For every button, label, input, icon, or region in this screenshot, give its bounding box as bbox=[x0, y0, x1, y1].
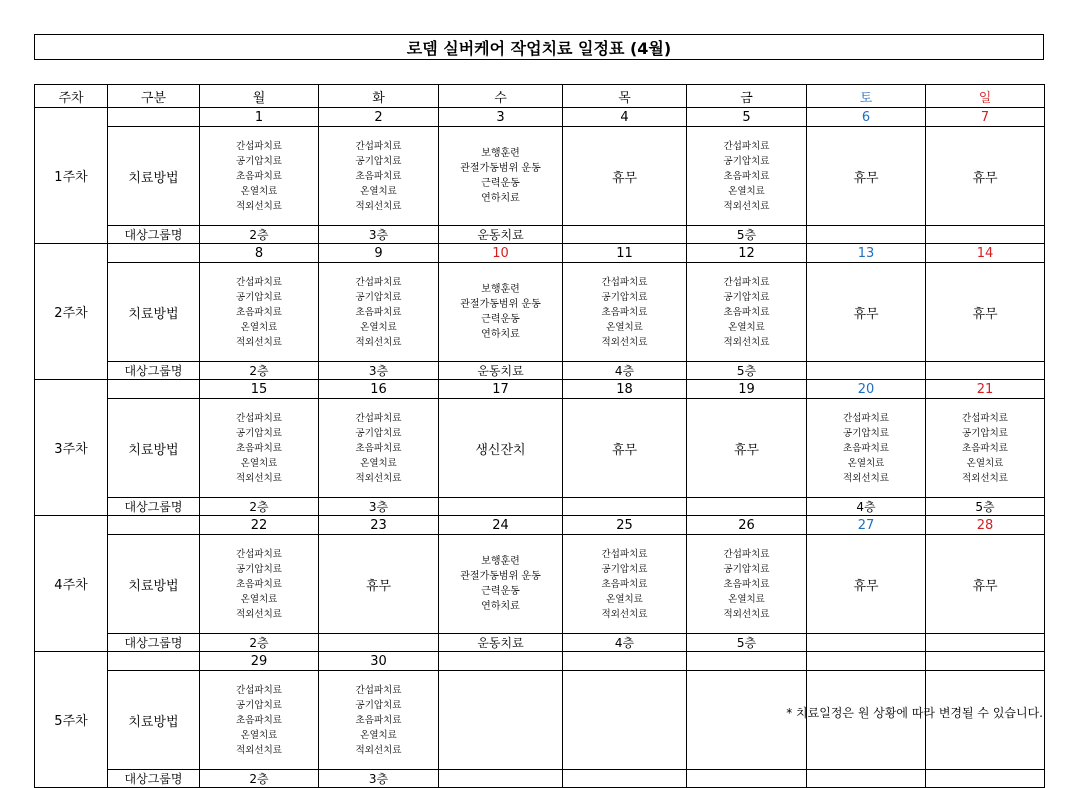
therapy-list-standard bbox=[319, 275, 438, 350]
therapy-item: 초음파치료 bbox=[355, 170, 402, 182]
date-cell-wed: 10 bbox=[439, 244, 563, 263]
closed-text: 휴무 bbox=[853, 578, 879, 594]
date-cell-mon: 8 bbox=[200, 244, 319, 263]
week-date-row bbox=[35, 652, 1045, 671]
group-cell-sat bbox=[807, 362, 926, 380]
therapy-item: 간섭파치료 bbox=[723, 276, 770, 288]
therapy-item: 초음파치료 bbox=[723, 170, 770, 182]
date-cell-sat: 27 bbox=[807, 516, 926, 535]
therapy-list-standard bbox=[200, 683, 318, 758]
header-day-mon: 월 bbox=[200, 85, 319, 108]
method-cell-mon bbox=[200, 535, 319, 634]
category-blank-cell bbox=[108, 244, 200, 263]
closed-text: 휴무 bbox=[853, 306, 879, 322]
therapy-item: 간섭파치료 bbox=[236, 684, 282, 696]
therapy-item: 간섭파치료 bbox=[601, 276, 648, 288]
group-label: 대상그룹명 bbox=[108, 498, 200, 516]
therapy-item: 공기압치료 bbox=[236, 291, 282, 303]
method-cell-thu bbox=[563, 399, 687, 498]
header-day-tue: 화 bbox=[319, 85, 439, 108]
therapy-item: 간섭파치료 bbox=[843, 412, 889, 424]
group-cell-wed: 운동치료 bbox=[439, 226, 563, 244]
therapy-list-standard bbox=[563, 547, 686, 622]
week-method-row bbox=[35, 263, 1045, 362]
group-cell-wed: 운동치료 bbox=[439, 634, 563, 652]
therapy-item: 공기압치료 bbox=[236, 427, 282, 439]
therapy-item: 공기압치료 bbox=[236, 699, 282, 711]
date-cell-fri: 5 bbox=[687, 108, 807, 127]
method-cell-tue bbox=[319, 535, 439, 634]
closed-text: 휴무 bbox=[733, 442, 760, 458]
therapy-item: 공기압치료 bbox=[962, 427, 1008, 439]
date-cell-fri: 12 bbox=[687, 244, 807, 263]
therapy-item: 보행훈련 bbox=[481, 284, 520, 295]
date-cell-thu: 18 bbox=[563, 380, 687, 399]
group-cell-wed bbox=[439, 770, 563, 788]
header-row bbox=[35, 85, 1045, 108]
closed-text: 휴무 bbox=[972, 578, 998, 594]
therapy-item: 온열치료 bbox=[606, 321, 643, 333]
group-label: 대상그룹명 bbox=[108, 362, 200, 380]
method-cell-sat bbox=[807, 535, 926, 634]
header-day-thu: 목 bbox=[563, 85, 687, 108]
therapy-item: 온열치료 bbox=[966, 457, 1004, 469]
header-day-fri: 금 bbox=[687, 85, 807, 108]
week-label: 1주차 bbox=[35, 108, 108, 244]
date-cell-sun: 21 bbox=[926, 380, 1045, 399]
method-cell-sat bbox=[807, 127, 926, 226]
closed-text: 휴무 bbox=[611, 442, 638, 458]
therapy-item: 초음파치료 bbox=[843, 442, 889, 454]
therapy-item: 공기압치료 bbox=[236, 155, 282, 167]
header-week: 주차 bbox=[35, 85, 108, 108]
therapy-list-standard bbox=[319, 139, 438, 214]
therapy-item: 적외선치료 bbox=[723, 336, 770, 348]
method-cell-thu bbox=[563, 263, 687, 362]
therapy-item: 간섭파치료 bbox=[355, 684, 402, 696]
therapy-list-standard bbox=[200, 547, 318, 622]
therapy-item: 간섭파치료 bbox=[236, 140, 282, 152]
date-cell-sun: 28 bbox=[926, 516, 1045, 535]
therapy-list-exercise bbox=[439, 282, 562, 342]
therapy-item: 초음파치료 bbox=[355, 306, 402, 318]
method-cell-thu bbox=[563, 671, 687, 770]
group-cell-mon: 2층 bbox=[200, 362, 319, 380]
therapy-item: 적외선치료 bbox=[601, 608, 648, 620]
page-title: 로뎀 실버케어 작업치료 일정표 (4월) bbox=[34, 34, 1044, 60]
date-cell-sat: 13 bbox=[807, 244, 926, 263]
therapy-item: 적외선치료 bbox=[236, 472, 282, 484]
date-cell-wed: 17 bbox=[439, 380, 563, 399]
week-group-row bbox=[35, 498, 1045, 516]
therapy-item: 적외선치료 bbox=[236, 608, 282, 620]
week-label: 4주차 bbox=[35, 516, 108, 652]
therapy-item: 공기압치료 bbox=[723, 563, 770, 575]
method-cell-sat bbox=[807, 263, 926, 362]
therapy-list-standard bbox=[200, 411, 318, 486]
date-cell-wed: 3 bbox=[439, 108, 563, 127]
date-cell-sun: 14 bbox=[926, 244, 1045, 263]
therapy-item: 적외선치료 bbox=[601, 336, 648, 348]
method-label: 치료방법 bbox=[108, 399, 200, 498]
group-cell-sat: 4층 bbox=[807, 498, 926, 516]
method-label: 치료방법 bbox=[108, 535, 200, 634]
method-cell-sat bbox=[807, 399, 926, 498]
closed-text: 휴무 bbox=[972, 170, 998, 186]
group-cell-sun bbox=[926, 226, 1045, 244]
date-cell-thu bbox=[563, 652, 687, 671]
date-cell-mon: 1 bbox=[200, 108, 319, 127]
therapy-list-standard bbox=[807, 411, 925, 486]
week-group-row bbox=[35, 634, 1045, 652]
week-group-row bbox=[35, 226, 1045, 244]
week-group-row bbox=[35, 770, 1045, 788]
therapy-item: 간섭파치료 bbox=[723, 548, 770, 560]
therapy-item: 온열치료 bbox=[360, 321, 397, 333]
method-cell-mon bbox=[200, 671, 319, 770]
therapy-item: 근력운동 bbox=[481, 178, 520, 189]
date-cell-wed: 24 bbox=[439, 516, 563, 535]
therapy-item: 온열치료 bbox=[240, 321, 278, 333]
group-cell-wed: 운동치료 bbox=[439, 362, 563, 380]
therapy-item: 관절가동범위 운동 bbox=[460, 163, 541, 174]
date-cell-wed bbox=[439, 652, 563, 671]
therapy-item: 적외선치료 bbox=[355, 472, 402, 484]
therapy-item: 적외선치료 bbox=[236, 200, 282, 212]
therapy-item: 적외선치료 bbox=[355, 336, 402, 348]
date-cell-tue: 30 bbox=[319, 652, 439, 671]
footnote: * 치료일정은 원 상황에 따라 변경될 수 있습니다. bbox=[786, 706, 1043, 720]
therapy-item: 초음파치료 bbox=[236, 306, 282, 318]
therapy-item: 공기압치료 bbox=[723, 291, 770, 303]
week-date-row bbox=[35, 108, 1045, 127]
method-cell-mon bbox=[200, 263, 319, 362]
group-cell-mon: 2층 bbox=[200, 770, 319, 788]
method-cell-mon bbox=[200, 399, 319, 498]
therapy-item: 온열치료 bbox=[360, 457, 397, 469]
method-cell-wed bbox=[439, 671, 563, 770]
method-cell-fri bbox=[687, 535, 807, 634]
method-cell-sun bbox=[926, 399, 1045, 498]
therapy-list-standard bbox=[319, 683, 438, 758]
week-method-row bbox=[35, 127, 1045, 226]
group-cell-thu bbox=[563, 770, 687, 788]
method-cell-fri bbox=[687, 399, 807, 498]
week-method-row bbox=[35, 399, 1045, 498]
closed-text: 휴무 bbox=[972, 306, 998, 322]
therapy-item: 간섭파치료 bbox=[962, 412, 1008, 424]
method-cell-tue bbox=[319, 127, 439, 226]
group-cell-sat bbox=[807, 634, 926, 652]
date-cell-tue: 9 bbox=[319, 244, 439, 263]
group-cell-fri bbox=[687, 770, 807, 788]
date-cell-fri: 26 bbox=[687, 516, 807, 535]
header-day-wed: 수 bbox=[439, 85, 563, 108]
therapy-item: 간섭파치료 bbox=[355, 140, 402, 152]
date-cell-sat: 6 bbox=[807, 108, 926, 127]
therapy-list-standard bbox=[200, 139, 318, 214]
therapy-list-standard bbox=[687, 547, 806, 622]
therapy-item: 간섭파치료 bbox=[355, 276, 402, 288]
date-cell-thu: 4 bbox=[563, 108, 687, 127]
group-cell-mon: 2층 bbox=[200, 498, 319, 516]
method-cell-sun bbox=[926, 127, 1045, 226]
therapy-item: 초음파치료 bbox=[355, 714, 402, 726]
group-cell-sat bbox=[807, 770, 926, 788]
therapy-item: 온열치료 bbox=[240, 185, 278, 197]
therapy-item: 온열치료 bbox=[240, 593, 278, 605]
therapy-item: 공기압치료 bbox=[723, 155, 770, 167]
closed-text: 휴무 bbox=[365, 578, 392, 594]
date-cell-mon: 15 bbox=[200, 380, 319, 399]
group-label: 대상그룹명 bbox=[108, 634, 200, 652]
date-cell-sat: 20 bbox=[807, 380, 926, 399]
group-cell-sat bbox=[807, 226, 926, 244]
date-cell-thu: 11 bbox=[563, 244, 687, 263]
group-cell-tue: 3층 bbox=[319, 226, 439, 244]
method-cell-thu bbox=[563, 535, 687, 634]
schedule-table bbox=[34, 84, 1045, 788]
method-cell-fri bbox=[687, 263, 807, 362]
therapy-item: 온열치료 bbox=[847, 457, 885, 469]
group-cell-sun: 5층 bbox=[926, 498, 1045, 516]
date-cell-tue: 23 bbox=[319, 516, 439, 535]
therapy-item: 연하치료 bbox=[481, 601, 520, 612]
therapy-item: 적외선치료 bbox=[723, 608, 770, 620]
therapy-item: 연하치료 bbox=[481, 193, 520, 204]
method-cell-mon bbox=[200, 127, 319, 226]
therapy-item: 관절가동범위 운동 bbox=[460, 299, 541, 310]
therapy-item: 적외선치료 bbox=[355, 200, 402, 212]
therapy-item: 온열치료 bbox=[728, 593, 765, 605]
therapy-item: 온열치료 bbox=[606, 593, 643, 605]
method-cell-wed bbox=[439, 535, 563, 634]
group-label: 대상그룹명 bbox=[108, 770, 200, 788]
therapy-item: 적외선치료 bbox=[843, 472, 889, 484]
therapy-item: 온열치료 bbox=[240, 457, 278, 469]
group-cell-sun bbox=[926, 634, 1045, 652]
therapy-item: 간섭파치료 bbox=[723, 140, 770, 152]
therapy-item: 근력운동 bbox=[481, 314, 520, 325]
therapy-item: 온열치료 bbox=[360, 185, 397, 197]
therapy-item: 초음파치료 bbox=[601, 306, 648, 318]
therapy-list-standard bbox=[563, 275, 686, 350]
therapy-item: 공기압치료 bbox=[236, 563, 282, 575]
method-cell-wed bbox=[439, 127, 563, 226]
date-cell-sun: 7 bbox=[926, 108, 1045, 127]
therapy-item: 초음파치료 bbox=[236, 714, 282, 726]
therapy-item: 적외선치료 bbox=[723, 200, 770, 212]
therapy-item: 초음파치료 bbox=[355, 442, 402, 454]
group-cell-tue: 3층 bbox=[319, 498, 439, 516]
week-label: 5주차 bbox=[35, 652, 108, 788]
therapy-item: 연하치료 bbox=[481, 329, 520, 340]
method-label: 치료방법 bbox=[108, 127, 200, 226]
therapy-item: 적외선치료 bbox=[355, 744, 402, 756]
group-cell-fri: 5층 bbox=[687, 226, 807, 244]
date-cell-tue: 2 bbox=[319, 108, 439, 127]
date-cell-fri: 19 bbox=[687, 380, 807, 399]
group-cell-thu: 4층 bbox=[563, 634, 687, 652]
therapy-item: 근력운동 bbox=[481, 586, 520, 597]
method-label: 치료방법 bbox=[108, 671, 200, 770]
therapy-list-standard bbox=[687, 275, 806, 350]
group-label: 대상그룹명 bbox=[108, 226, 200, 244]
method-cell-tue bbox=[319, 671, 439, 770]
therapy-item: 간섭파치료 bbox=[236, 276, 282, 288]
therapy-item: 공기압치료 bbox=[355, 699, 402, 711]
group-cell-sun bbox=[926, 362, 1045, 380]
therapy-item: 온열치료 bbox=[240, 729, 278, 741]
group-cell-tue: 3층 bbox=[319, 362, 439, 380]
therapy-item: 간섭파치료 bbox=[236, 548, 282, 560]
week-date-row bbox=[35, 244, 1045, 263]
group-cell-wed bbox=[439, 498, 563, 516]
therapy-item: 온열치료 bbox=[360, 729, 397, 741]
therapy-item: 적외선치료 bbox=[236, 336, 282, 348]
category-blank-cell bbox=[108, 652, 200, 671]
group-cell-mon: 2층 bbox=[200, 634, 319, 652]
closed-text: 휴무 bbox=[611, 170, 638, 186]
date-cell-mon: 22 bbox=[200, 516, 319, 535]
therapy-list-standard bbox=[687, 139, 806, 214]
date-cell-fri bbox=[687, 652, 807, 671]
method-cell-wed bbox=[439, 263, 563, 362]
method-cell-fri bbox=[687, 127, 807, 226]
week-label: 3주차 bbox=[35, 380, 108, 516]
method-cell-tue bbox=[319, 263, 439, 362]
group-cell-fri: 5층 bbox=[687, 362, 807, 380]
week-label: 2주차 bbox=[35, 244, 108, 380]
therapy-item: 공기압치료 bbox=[843, 427, 889, 439]
therapy-item: 초음파치료 bbox=[723, 578, 770, 590]
therapy-item: 보행훈련 bbox=[481, 148, 520, 159]
therapy-item: 공기압치료 bbox=[355, 291, 402, 303]
group-cell-thu bbox=[563, 498, 687, 516]
week-group-row bbox=[35, 362, 1045, 380]
therapy-list-exercise bbox=[439, 146, 562, 206]
therapy-item: 간섭파치료 bbox=[601, 548, 648, 560]
therapy-item: 적외선치료 bbox=[236, 744, 282, 756]
date-cell-tue: 16 bbox=[319, 380, 439, 399]
date-cell-mon: 29 bbox=[200, 652, 319, 671]
method-cell-sun bbox=[926, 263, 1045, 362]
therapy-item: 공기압치료 bbox=[601, 563, 648, 575]
therapy-item: 관절가동범위 운동 bbox=[460, 571, 541, 582]
therapy-item: 공기압치료 bbox=[355, 427, 402, 439]
therapy-item: 적외선치료 bbox=[962, 472, 1008, 484]
method-label: 치료방법 bbox=[108, 263, 200, 362]
therapy-item: 온열치료 bbox=[728, 185, 765, 197]
therapy-item: 온열치료 bbox=[728, 321, 765, 333]
therapy-list-standard bbox=[319, 411, 438, 486]
therapy-item: 간섭파치료 bbox=[355, 412, 402, 424]
group-cell-mon: 2층 bbox=[200, 226, 319, 244]
method-cell-tue bbox=[319, 399, 439, 498]
therapy-item: 공기압치료 bbox=[601, 291, 648, 303]
therapy-list-standard bbox=[926, 411, 1044, 486]
header-category: 구분 bbox=[108, 85, 200, 108]
category-blank-cell bbox=[108, 516, 200, 535]
week-method-row bbox=[35, 535, 1045, 634]
therapy-item: 보행훈련 bbox=[481, 556, 520, 567]
header-day-sat: 토 bbox=[807, 85, 926, 108]
group-cell-fri bbox=[687, 498, 807, 516]
event-text: 생신잔치 bbox=[475, 442, 526, 458]
category-blank-cell bbox=[108, 108, 200, 127]
group-cell-tue bbox=[319, 634, 439, 652]
therapy-item: 초음파치료 bbox=[236, 442, 282, 454]
group-cell-tue: 3층 bbox=[319, 770, 439, 788]
method-cell-wed bbox=[439, 399, 563, 498]
week-date-row bbox=[35, 380, 1045, 399]
header-day-sun: 일 bbox=[926, 85, 1045, 108]
date-cell-thu: 25 bbox=[563, 516, 687, 535]
date-cell-sat bbox=[807, 652, 926, 671]
therapy-item: 초음파치료 bbox=[723, 306, 770, 318]
therapy-item: 간섭파치료 bbox=[236, 412, 282, 424]
therapy-item: 초음파치료 bbox=[962, 442, 1008, 454]
group-cell-thu: 4층 bbox=[563, 362, 687, 380]
therapy-item: 초음파치료 bbox=[601, 578, 648, 590]
therapy-item: 초음파치료 bbox=[236, 578, 282, 590]
therapy-item: 공기압치료 bbox=[355, 155, 402, 167]
date-cell-sun bbox=[926, 652, 1045, 671]
group-cell-sun bbox=[926, 770, 1045, 788]
category-blank-cell bbox=[108, 380, 200, 399]
method-cell-thu bbox=[563, 127, 687, 226]
closed-text: 휴무 bbox=[853, 170, 879, 186]
therapy-item: 초음파치료 bbox=[236, 170, 282, 182]
therapy-list-standard bbox=[200, 275, 318, 350]
group-cell-fri: 5층 bbox=[687, 634, 807, 652]
method-cell-sun bbox=[926, 535, 1045, 634]
group-cell-thu bbox=[563, 226, 687, 244]
therapy-list-exercise bbox=[439, 554, 562, 614]
week-date-row bbox=[35, 516, 1045, 535]
